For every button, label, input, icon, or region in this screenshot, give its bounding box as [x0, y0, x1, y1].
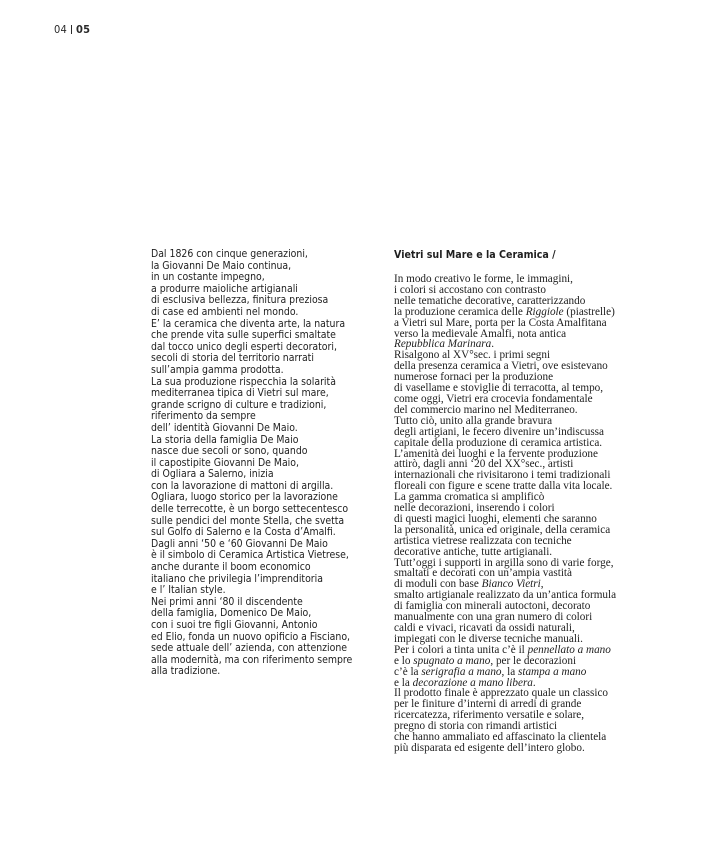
body-line: ed Elio, fonda un nuovo opificio a Fisciano, — [151, 630, 351, 643]
italic-term: serigrafia a mano — [421, 665, 502, 678]
body-line: e lo spugnato a mano, per le decorazioni — [394, 654, 577, 667]
body-line: nelle decorazioni, inserendo i colori — [394, 502, 555, 515]
body-line: la produzione ceramica delle Riggiole (piastrelle) — [394, 305, 615, 318]
italic-term: Bianco Vietri — [481, 578, 541, 591]
body-line: secoli di storia del territorio narrati — [151, 352, 314, 365]
body-line: In modo creativo le forme, le immagini, — [394, 273, 573, 285]
body-line: Il prodotto finale è apprezzato quale un classico — [394, 687, 609, 700]
body-line: dal tocco unico degli esperti decoratori, — [151, 340, 337, 353]
body-line: la Giovanni De Maio continua, — [151, 259, 292, 272]
page-number-left: 04 — [54, 23, 67, 36]
body-line: Ogliara, luogo storico per la lavorazione — [151, 491, 338, 504]
body-line: di case ed ambienti nel mondo. — [151, 305, 299, 318]
body-line: Per i colori a tinta unita c’è il pennellato a mano — [394, 643, 611, 656]
body-line: La sua produzione rispecchia la solarità — [151, 375, 336, 388]
body-line: sede attuale dell’ azienda, con attenzione — [151, 642, 348, 655]
body-line: artistica vietrese realizzata con tecniche — [394, 534, 572, 547]
right-text-column — [394, 249, 694, 754]
left-text-column — [151, 249, 377, 678]
body-line: i colori si accostano con contrasto — [394, 283, 546, 296]
body-line: grande scrigno di culture e tradizioni, — [151, 398, 327, 411]
page-number — [54, 23, 90, 36]
body-line: numerose fornaci per la produzione — [394, 371, 554, 384]
body-line: Tutto ciò, unito alla grande bravura — [394, 414, 553, 427]
body-line: sulle pendici del monte Stella, che svetta — [151, 514, 345, 527]
body-line: E’ la ceramica che diventa arte, la natura — [151, 317, 346, 330]
body-line: dell’ identità Giovanni De Maio. — [151, 421, 298, 434]
body-line: Dagli anni ‘50 e ‘60 Giovanni De Maio — [151, 537, 328, 550]
body-line: il capostipite Giovanni De Maio, — [151, 456, 299, 469]
section-heading: Vietri sul Mare e la Ceramica / — [394, 249, 556, 261]
body-line: di famiglia con minerali autoctoni, decorato — [394, 600, 591, 613]
body-line: che prende vita sulle superfici smaltate — [151, 329, 336, 342]
body-line: Repubblica Marinara. — [394, 338, 495, 351]
body-line: con i suoi tre figli Giovanni, Antonio — [151, 619, 318, 631]
body-line: più disparata ed esigente dell’intero globo. — [394, 741, 585, 754]
body-line: Dal 1826 con cinque generazioni, — [151, 248, 308, 260]
body-line: della famiglia, Domenico De Maio, — [151, 607, 312, 620]
body-line: La gamma cromatica si amplificò — [394, 491, 545, 504]
italic-term: Riggiole — [525, 305, 564, 318]
body-line: italiano che privilegia l’imprenditoria — [151, 572, 323, 585]
body-line: del commercio marino nel Mediterraneo. — [394, 403, 578, 416]
body-line: è il simbolo di Ceramica Artistica Vietrese, — [151, 549, 349, 562]
body-line: nasce due secoli or sono, quando — [151, 445, 308, 458]
body-line: sul Golfo di Salerno e la Costa d’Amalfi. — [151, 526, 336, 539]
body-line: anche durante il boom economico — [151, 561, 311, 574]
italic-term: spugnato a mano — [413, 654, 491, 667]
body-line: alla modernità, ma con riferimento sempre — [151, 653, 353, 666]
body-line: che hanno ammaliato ed affascinato la clientela — [394, 731, 607, 744]
body-line: Risalgono al XV°sec. i primi segni — [394, 349, 551, 362]
body-line: verso la medievale Amalfi, nota antica — [394, 327, 567, 340]
body-line: di vasellame e stoviglie di terracotta, al tempo, — [394, 382, 604, 395]
body-line: della presenza ceramica a Vietri, ove esistevano — [394, 360, 608, 373]
italic-term: Repubblica Marinara — [394, 338, 492, 351]
body-line: per le finiture d’interni di arredi di grande — [394, 698, 582, 711]
italic-term: decorazione a mano libera — [412, 676, 533, 689]
body-line: c’è la serigrafia a mano, la stampa a mano — [394, 665, 587, 678]
body-line: mediterranea tipica di Vietri sul mare, — [151, 387, 329, 400]
body-line: delle terrecotte, è un borgo settecentesco — [151, 503, 349, 516]
body-line: internazionali che rivisitarono i temi tradizionali — [394, 469, 611, 482]
body-line: capitale della produzione di ceramica artistica. — [394, 436, 603, 449]
body-line: e l’ Italian style. — [151, 584, 226, 597]
body-line: ricercatezza, riferimento versatile e solare, — [394, 709, 585, 722]
body-line: Tutt’oggi i supporti in argilla sono di varie forge, — [394, 556, 614, 569]
body-line: di Ogliara a Salerno, inizia — [151, 468, 274, 481]
body-line: smalto artigianale realizzato da un’antica formula — [394, 589, 617, 602]
body-line: degli artigiani, le fecero divenire un’indiscussa — [394, 425, 605, 438]
body-line: riferimento da sempre — [151, 410, 256, 423]
body-line: a produrre maioliche artigianali — [151, 282, 298, 295]
page-number-separator — [71, 25, 72, 34]
body-line: smaltati e decorati con un’ampia vastità — [394, 567, 573, 580]
body-line: decorative antiche, tutte artigianali. — [394, 545, 553, 558]
body-line: e la decorazione a mano libera. — [394, 676, 536, 689]
body-line: di esclusiva bellezza, finitura preziosa — [151, 294, 329, 307]
body-line: L’amenità dei luoghi e la fervente produzione — [394, 447, 598, 460]
body-line: la personalità, unica ed originale, della ceramica — [394, 523, 611, 536]
italic-term: stampa a mano — [517, 665, 587, 678]
body-line: in un costante impegno, — [151, 271, 265, 284]
body-line: nelle tematiche decorative, caratterizzando — [394, 294, 586, 307]
body-line: come oggi, Vietri era crocevia fondamentale — [394, 392, 593, 405]
body-line: caldi e vivaci, ricavati da ossidi naturali, — [394, 622, 575, 634]
body-line: a Vietri sul Mare, porta per la Costa Amalfitana — [394, 316, 607, 329]
italic-term: pennellato a mano — [527, 643, 611, 656]
body-line: impiegati con le diverse tecniche manuali. — [394, 632, 583, 645]
body-line: Nei primi anni ‘80 il discendente — [151, 595, 303, 608]
body-line: attirò, dagli anni ‘20 del XX°sec., artisti — [394, 458, 574, 471]
body-line: di questi magici luoghi, elementi che saranno — [394, 512, 597, 525]
body-line: pregno di storia con rimandi artistici — [394, 720, 558, 733]
body-line: con la lavorazione di mattoni di argilla. — [151, 479, 334, 492]
page-number-right: 05 — [76, 23, 91, 36]
body-line: floreali con figure e scene tratte dalla vita locale. — [394, 480, 613, 493]
body-line: alla tradizione. — [151, 665, 221, 678]
body-line: La storia della famiglia De Maio — [151, 433, 299, 446]
body-line: sull’ampia gamma prodotta. — [151, 363, 284, 376]
body-line: manualmente con una gran numero di colori — [394, 611, 593, 624]
body-line: di moduli con base Bianco Vietri, — [394, 578, 544, 591]
